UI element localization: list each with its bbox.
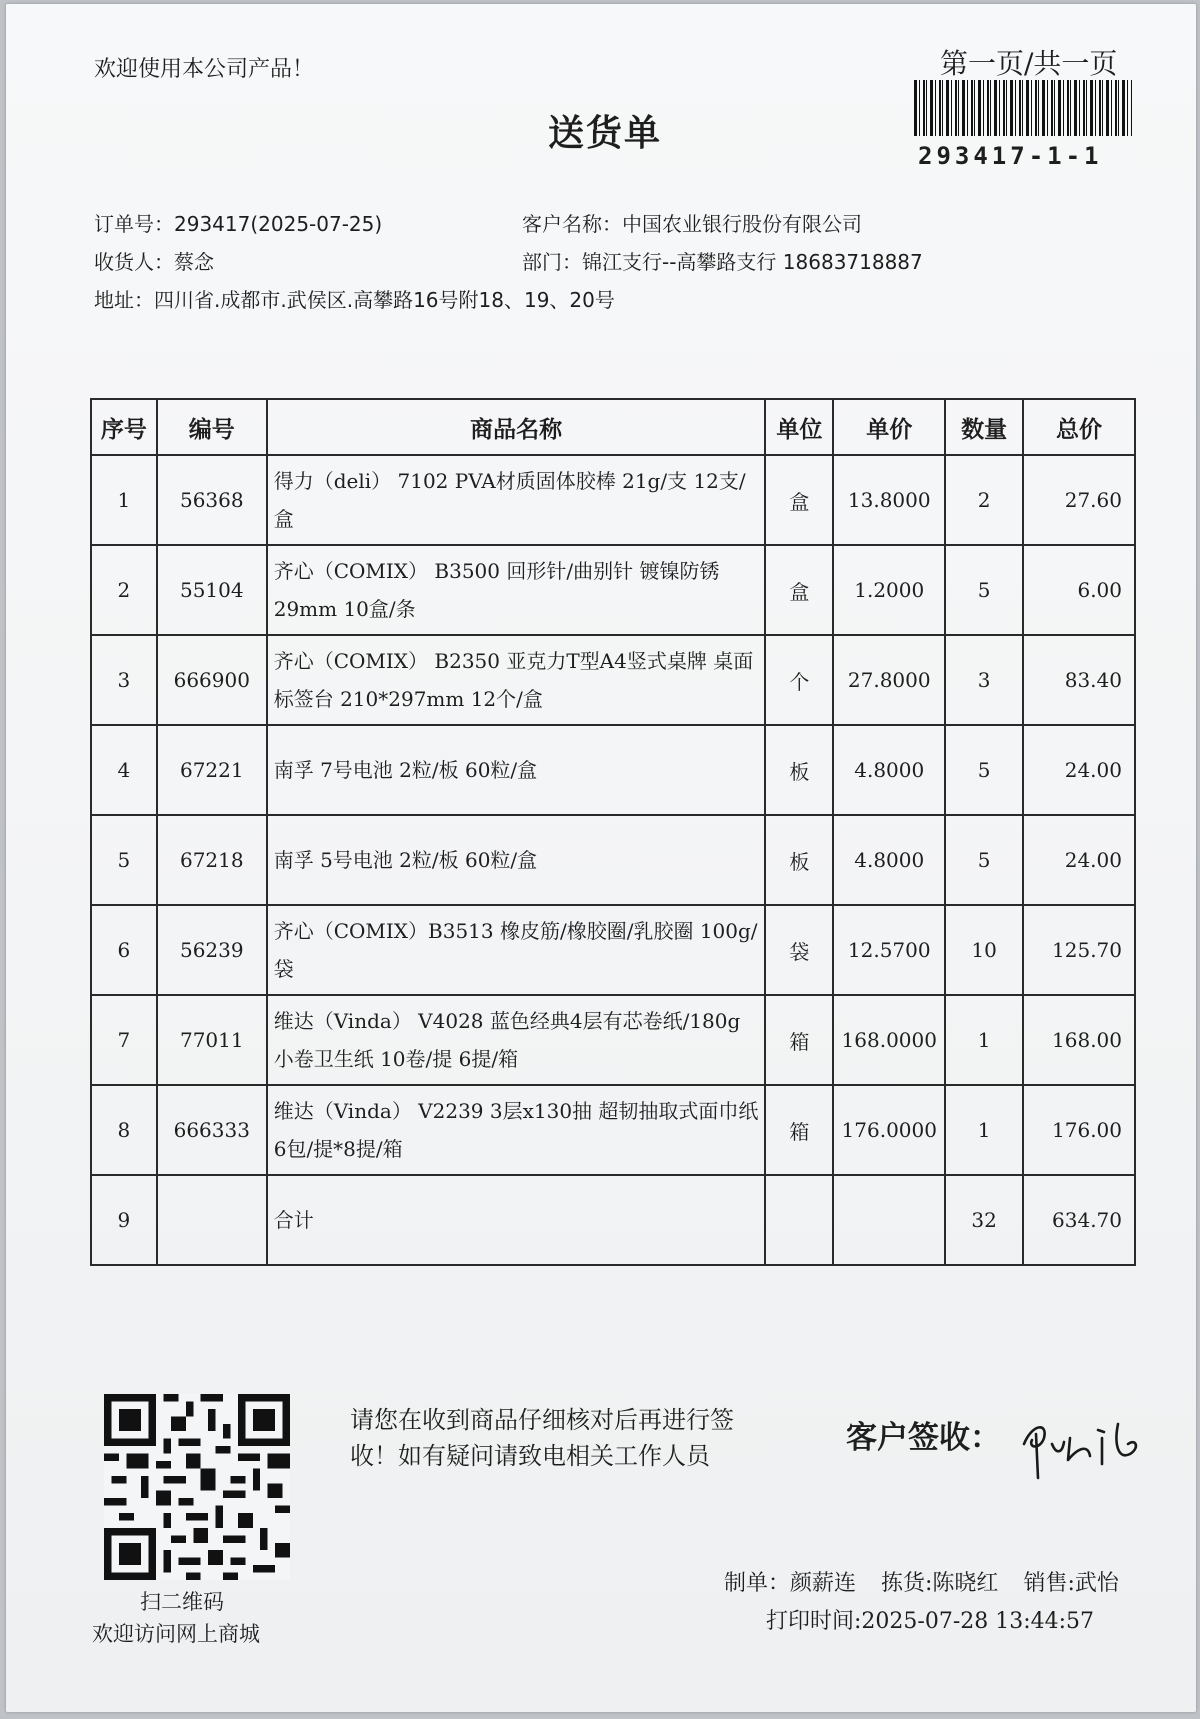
qr-caption-scan: 扫二维码: [140, 1590, 224, 1614]
customer-name: 客户名称：中国农业银行股份有限公司: [522, 212, 862, 236]
cell-code: 666333: [157, 1085, 267, 1175]
cell-unit: 箱: [765, 995, 833, 1085]
table-row: [91, 815, 1135, 905]
table-total-row: [91, 1175, 1135, 1265]
cell-product-name: 齐心（COMIX） B2350 亚克力T型A4竖式桌牌 桌面标签台 210*297mm 12个/盒: [267, 635, 766, 725]
receipt-notice: 请您在收到商品仔细核对后再进行签收！如有疑问请致电相关工作人员: [350, 1406, 734, 1470]
cell-total-label: 合计: [267, 1175, 766, 1265]
cell-unit-price: 4.8000: [833, 725, 945, 815]
cell-total-price: 24.00: [1023, 815, 1135, 905]
cell-seq: 9: [91, 1175, 157, 1265]
cell-product-name: 维达（Vinda） V2239 3层x130抽 超韧抽取式面巾纸 6包/提*8提/箱: [267, 1085, 766, 1175]
table-row: [91, 545, 1135, 635]
cell-grand-total: 634.70: [1023, 1175, 1135, 1265]
barcode-number: 293417-1-1: [918, 142, 1103, 170]
table-row: [91, 995, 1135, 1085]
cell-unit-price: 27.8000: [833, 635, 945, 725]
cell-unit: 个: [765, 635, 833, 725]
cell-seq: 8: [91, 1085, 157, 1175]
cell-code: 67221: [157, 725, 267, 815]
cell-code: 55104: [157, 545, 267, 635]
cell-code: 56368: [157, 455, 267, 545]
salesperson: 销售:武怡: [1023, 1571, 1119, 1596]
receiver-name: 收货人：蔡念: [94, 250, 214, 274]
table-header-row: [91, 399, 1135, 455]
handwritten-signature: [1018, 1404, 1168, 1494]
qr-code-image: [104, 1394, 290, 1580]
cell-total-price: 27.60: [1023, 455, 1135, 545]
cell-unit-price: 168.0000: [833, 995, 945, 1085]
print-time: 打印时间:2025-07-28 13:44:57: [766, 1609, 1095, 1634]
table-row: [91, 635, 1135, 725]
cell-seq: 5: [91, 815, 157, 905]
cell-unit-price: 12.5700: [833, 905, 945, 995]
document-title: 送货单: [548, 113, 663, 154]
cell-unit: 盒: [765, 545, 833, 635]
cell-total-price: 168.00: [1023, 995, 1135, 1085]
cell-code: 666900: [157, 635, 267, 725]
cell-quantity: 1: [945, 995, 1023, 1085]
cell-quantity: 5: [945, 725, 1023, 815]
cell-quantity: 5: [945, 545, 1023, 635]
cell-code-empty: [157, 1175, 267, 1265]
header-quantity: 数量: [945, 399, 1023, 455]
header-unit: 单位: [765, 399, 833, 455]
cell-unit: 板: [765, 815, 833, 905]
header-total-price: 总价: [1023, 399, 1135, 455]
cell-price-empty: [833, 1175, 945, 1265]
table-row: [91, 905, 1135, 995]
cell-unit-price: 176.0000: [833, 1085, 945, 1175]
page-indicator: 第一页/共一页: [940, 47, 1118, 80]
cell-total-price: 176.00: [1023, 1085, 1135, 1175]
header-unit-price: 单价: [833, 399, 945, 455]
cell-quantity: 10: [945, 905, 1023, 995]
delivery-address: 地址：四川省.成都市.武侯区.高攀路16号附18、19、20号: [94, 288, 615, 312]
goods-table: [90, 398, 1136, 1266]
table-row: [91, 455, 1135, 545]
order-number: 订单号：293417(2025-07-25): [94, 212, 383, 236]
cell-total-price: 24.00: [1023, 725, 1135, 815]
cell-total-price: 6.00: [1023, 545, 1135, 635]
cell-unit: 箱: [765, 1085, 833, 1175]
cell-product-name: 齐心（COMIX） B3500 回形针/曲别针 镀镍防锈 29mm 10盒/条: [267, 545, 766, 635]
cell-seq: 3: [91, 635, 157, 725]
cell-total-price: 125.70: [1023, 905, 1135, 995]
customer-sign-label: 客户签收：: [846, 1420, 1001, 1456]
cell-seq: 4: [91, 725, 157, 815]
cell-unit: 盒: [765, 455, 833, 545]
table-row: [91, 725, 1135, 815]
cell-unit: 板: [765, 725, 833, 815]
cell-product-name: 南孚 7号电池 2粒/板 60粒/盒: [267, 725, 766, 815]
staff-info: [724, 1566, 1137, 1597]
qr-caption-shop: 欢迎访问网上商城: [92, 1622, 260, 1646]
cell-seq: 1: [91, 455, 157, 545]
goods-picker: 拣货:陈晓红: [881, 1571, 999, 1596]
welcome-text: 欢迎使用本公司产品！: [94, 57, 315, 82]
cell-quantity: 2: [945, 455, 1023, 545]
cell-code: 56239: [157, 905, 267, 995]
header-code: 编号: [157, 399, 267, 455]
cell-unit-price: 13.8000: [833, 455, 945, 545]
cell-unit-empty: [765, 1175, 833, 1265]
cell-total-quantity: 32: [945, 1175, 1023, 1265]
cell-unit: 袋: [765, 905, 833, 995]
cell-total-price: 83.40: [1023, 635, 1135, 725]
header-product-name: 商品名称: [267, 399, 766, 455]
barcode-image: [914, 80, 1132, 136]
cell-seq: 6: [91, 905, 157, 995]
cell-product-name: 齐心（COMIX）B3513 橡皮筋/橡胶圈/乳胶圈 100g/袋: [267, 905, 766, 995]
cell-seq: 7: [91, 995, 157, 1085]
document-maker: 制单：颜薪连: [724, 1571, 857, 1596]
cell-code: 77011: [157, 995, 267, 1085]
cell-product-name: 南孚 5号电池 2粒/板 60粒/盒: [267, 815, 766, 905]
cell-product-name: 维达（Vinda） V4028 蓝色经典4层有芯卷纸/180g 小卷卫生纸 10卷/提 6提/箱: [267, 995, 766, 1085]
cell-unit-price: 1.2000: [833, 545, 945, 635]
cell-product-name: 得力（deli） 7102 PVA材质固体胶棒 21g/支 12支/盒: [267, 455, 766, 545]
cell-quantity: 3: [945, 635, 1023, 725]
department: 部门：锦江支行--高攀路支行 18683718887: [522, 250, 923, 274]
cell-unit-price: 4.8000: [833, 815, 945, 905]
cell-code: 67218: [157, 815, 267, 905]
table-row: [91, 1085, 1135, 1175]
cell-quantity: 5: [945, 815, 1023, 905]
cell-quantity: 1: [945, 1085, 1023, 1175]
header-seq: 序号: [91, 399, 157, 455]
cell-seq: 2: [91, 545, 157, 635]
